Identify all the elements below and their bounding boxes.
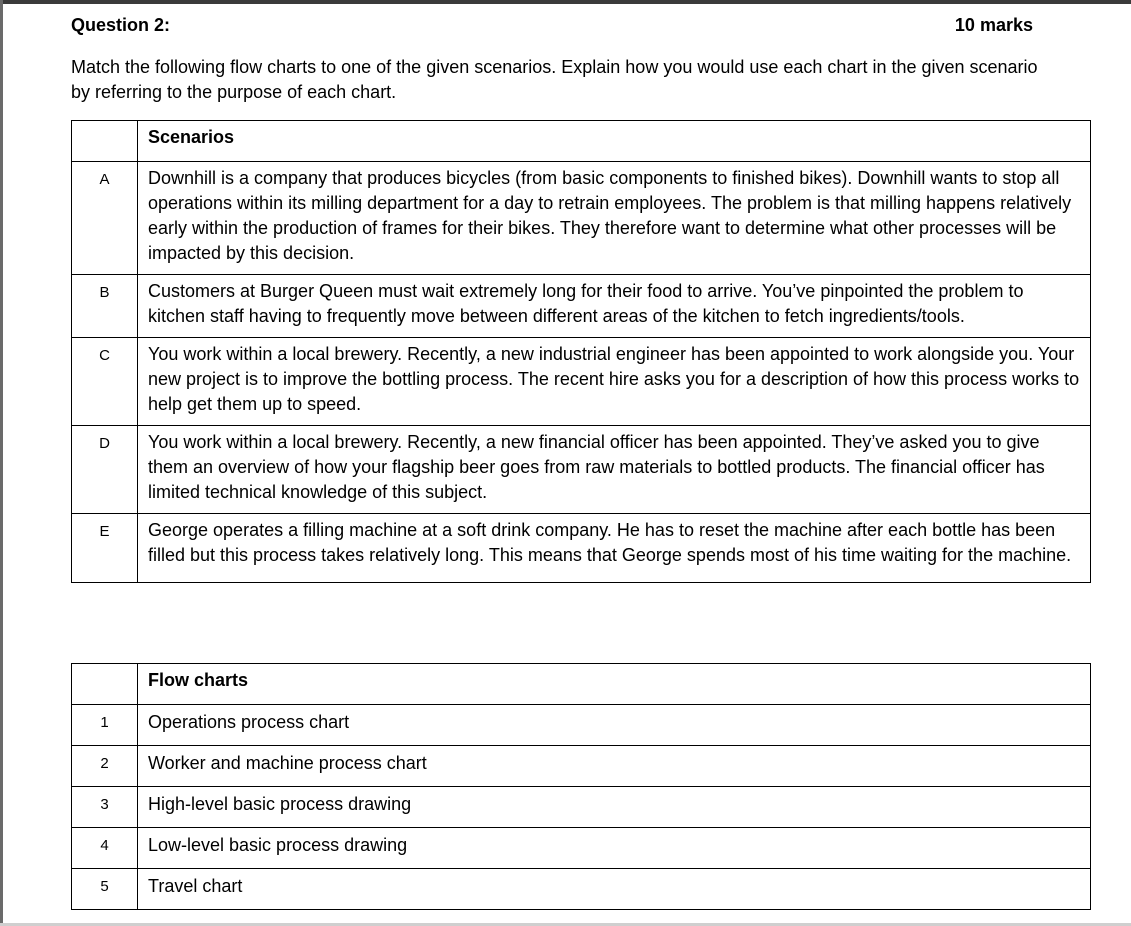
flow-chart-name: Travel chart [138,869,1091,910]
scenario-key: A [72,162,138,275]
table-row [72,338,1091,426]
scenario-key: B [72,275,138,338]
scenarios-table [71,120,1091,583]
table-row [72,162,1091,275]
flow-charts-header-blank-cell [72,664,138,705]
question-instructions: Match the following flow charts to one of the given scenarios. Explain how you would use each chart in the given scenario by referring to the purpose of each chart. [71,57,1038,102]
scenario-key: D [72,426,138,514]
flow-chart-key: 5 [72,869,138,910]
table-row [72,746,1091,787]
scenario-text: Downhill is a company that produces bicycles (from basic components to finished bikes). Downhill wants to stop all operations within its milling department for a day to retrain employees. The problem is that milling happens relatively early within the production of frames for their bikes. They therefore want to determine what other processes will be impacted by this decision. [138,162,1091,275]
table-row [72,705,1091,746]
flow-chart-name: Worker and machine process chart [138,746,1091,787]
table-row [72,787,1091,828]
flow-charts-header-row [72,664,1091,705]
flow-chart-name: Low-level basic process drawing [138,828,1091,869]
flow-charts-header: Flow charts [138,664,1091,705]
scenarios-header: Scenarios [138,121,1091,162]
flow-chart-key: 1 [72,705,138,746]
table-row [72,275,1091,338]
scenario-text: Customers at Burger Queen must wait extremely long for their food to arrive. You’ve pinpointed the problem to kitchen staff having to frequently move between different areas of the kitchen to fetch ingredients/tools. [138,275,1091,338]
question-marks: 10 marks [954,15,1033,35]
scenario-text: You work within a local brewery. Recently, a new financial officer has been appointed. They’ve asked you to give them an overview of how your flagship beer goes from raw materials to bottled products. The financial officer has limited technical knowledge of this subject. [138,426,1091,514]
flow-chart-key: 3 [72,787,138,828]
flow-chart-name: Operations process chart [138,705,1091,746]
table-row [72,514,1091,583]
page-top-border [0,0,1131,4]
scenario-text: You work within a local brewery. Recently, a new industrial engineer has been appointed to work alongside you. Your new project is to improve the bottling process. The recent hire asks you for a description of how this process works to help get them up to speed. [138,338,1091,426]
table-row [72,869,1091,910]
scenario-key: C [72,338,138,426]
flow-chart-key: 4 [72,828,138,869]
page-left-border [0,0,3,926]
flow-charts-table [71,663,1091,910]
table-row [72,828,1091,869]
scenario-key: E [72,514,138,583]
scenarios-header-blank-cell [72,121,138,162]
flow-chart-name: High-level basic process drawing [138,787,1091,828]
question-title: Question 2: [71,15,171,35]
flow-chart-key: 2 [72,746,138,787]
scenario-text: George operates a filling machine at a soft drink company. He has to reset the machine after each bottle has been filled but this process takes relatively long. This means that George spends most of his time waiting for the machine. [138,514,1091,583]
table-row [72,426,1091,514]
scenarios-header-row [72,121,1091,162]
